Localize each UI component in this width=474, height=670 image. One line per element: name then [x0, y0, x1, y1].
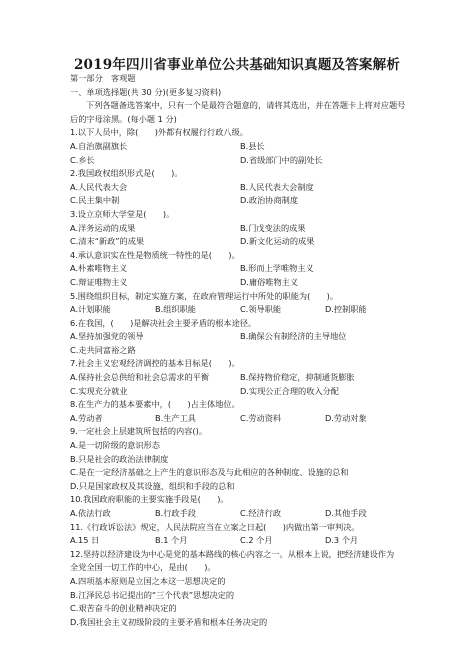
- option: B.保持物价稳定，抑制通货膨胀: [240, 372, 355, 383]
- option-row: [70, 222, 410, 236]
- option: D.实现公正合理的收入分配: [240, 385, 339, 396]
- option: C.2 个月: [240, 535, 273, 546]
- document-body: [70, 72, 410, 629]
- option: A.依法行政: [70, 508, 111, 518]
- option: D.其他手段: [325, 508, 367, 518]
- option: B.人民代表大会制度: [240, 181, 314, 192]
- option: B.县长: [240, 140, 265, 151]
- part-heading: 第一部分 客观题: [70, 73, 136, 83]
- option: B.生产工具: [155, 412, 196, 423]
- instruction-line: 后的字母涂黑。(每小题 1 分): [70, 113, 177, 124]
- option: A.计划职能: [70, 304, 111, 315]
- option-row: [70, 140, 410, 154]
- question-stem: 6.在我国，( )是解决社会主要矛盾的根本途径。: [70, 317, 257, 328]
- option: C.实现充分就业: [70, 385, 128, 396]
- question-stem: 10.我国政府职能的主要实施手段是( )。: [70, 494, 229, 505]
- option: C.走共同富裕之路: [70, 344, 136, 355]
- option: D.3 个月: [325, 535, 359, 546]
- question-stem: 8.在生产力的基本要素中，( )占主体地位。: [70, 399, 240, 410]
- question-stem: 4.承认意识实在性是物质统一特性的是( )。: [70, 249, 240, 260]
- option-row: [70, 371, 410, 385]
- option: A.是一切阶级的意识形态: [70, 440, 160, 451]
- option: C.领导职能: [240, 304, 282, 315]
- option-row: [70, 303, 410, 317]
- option: B.1 个月: [155, 535, 188, 546]
- option: D.庸俗唯物主义: [240, 276, 299, 287]
- option-row: [70, 385, 410, 399]
- option-row: [70, 507, 410, 521]
- option: C.艰苦奋斗的创业精神决定的: [70, 603, 177, 614]
- option: A.四项基本原则是立国之本这一思想决定的: [70, 575, 226, 586]
- option: A.人民代表大会: [70, 181, 128, 192]
- instruction-line: 下列各题备选答案中，只有一个是最符合题意的，请将其选出，并在答题卡上将对应题号: [86, 100, 406, 111]
- section-heading: 一、单项选择题(共 30 分)(更多复习资料): [70, 86, 222, 97]
- option: D.控制职能: [325, 304, 367, 315]
- option: C.清末“新政”的成果: [70, 236, 145, 247]
- option: C.民主集中制: [70, 195, 120, 206]
- option-row: [70, 181, 410, 195]
- option-row: [70, 330, 410, 344]
- option: D.政治协商制度: [240, 195, 299, 206]
- option-row: [70, 412, 410, 426]
- question-stem: 1.以下人员中，除( )外都有权履行行政八级。: [70, 127, 248, 138]
- option: A.自治旗副旗长: [70, 140, 128, 151]
- document-title: 2019年四川省事业单位公共基础知识真题及答案解析: [73, 57, 401, 73]
- question-stem: 7.社会主义宏观经济调控的基本目标是( )。: [70, 358, 240, 369]
- question-stem: 9.一定社会上层建筑所包括的内容()。: [70, 426, 208, 437]
- option: C.辩证唯物主义: [70, 276, 128, 287]
- option-row: [70, 534, 410, 548]
- option-row: [70, 154, 410, 168]
- option: C.劳动资料: [240, 412, 282, 423]
- option: D.我国社会主义初级阶段的主要矛盾和根本任务决定的: [70, 616, 268, 627]
- option-row: [70, 262, 410, 276]
- question-stem: 2.我国政权组织形式是( )。: [70, 168, 183, 179]
- option: A.朴素唯物主义: [70, 263, 128, 274]
- option: D.新文化运动的成果: [240, 236, 315, 247]
- option: A.保持社会总供给和社会总需求的平衡: [70, 372, 210, 383]
- question-stem: 11.《行政诉讼法》规定，人民法院应当在立案之日起( )内做出第一审判决。: [70, 521, 360, 532]
- question-stem-continued: 全党全国一切工作的中心，是由( )。: [70, 562, 216, 573]
- option-row: [70, 194, 410, 208]
- option: A.15 日: [70, 535, 100, 546]
- option: D.只是国家政权及其设施、组织和手段的总和: [70, 480, 235, 491]
- option: A.洋务运动的成果: [70, 222, 136, 233]
- option: B.形而上学唯物主义: [240, 263, 314, 274]
- question-stem: 3.设立京师大学堂是( )。: [70, 208, 175, 219]
- option: A.劳动者: [70, 412, 103, 423]
- question-stem: 5.围绕组织目标，制定实施方案，在政府管理运行中所处的职能为( )。: [70, 290, 339, 301]
- option-row: [70, 276, 410, 290]
- option-row: [70, 235, 410, 249]
- option: D.劳动对象: [325, 412, 367, 423]
- option: B.门戊变法的成果: [240, 222, 306, 233]
- option: D.省级部门中的副处长: [240, 154, 323, 165]
- option: C.是在一定经济基础之上产生的意识形态及与此相应的各种制度、设施的总和: [70, 467, 349, 478]
- option: B.只是社会的政治法律制度: [70, 453, 169, 464]
- option: B.行政手段: [155, 508, 196, 518]
- option: B.江泽民总书记提出的“三个代表”思想决定的: [70, 589, 235, 600]
- option: A.坚持加强党的领导: [70, 331, 144, 342]
- option: C.乡长: [70, 154, 95, 165]
- option: B.确保公有制经济的主导地位: [240, 331, 347, 342]
- option: C.经济行政: [240, 508, 282, 518]
- option: B.组织职能: [155, 304, 196, 315]
- question-stem: 12.坚持以经济建设为中心是党的基本路线的核心内容之一。从根本上说，把经济建设作为: [70, 548, 395, 559]
